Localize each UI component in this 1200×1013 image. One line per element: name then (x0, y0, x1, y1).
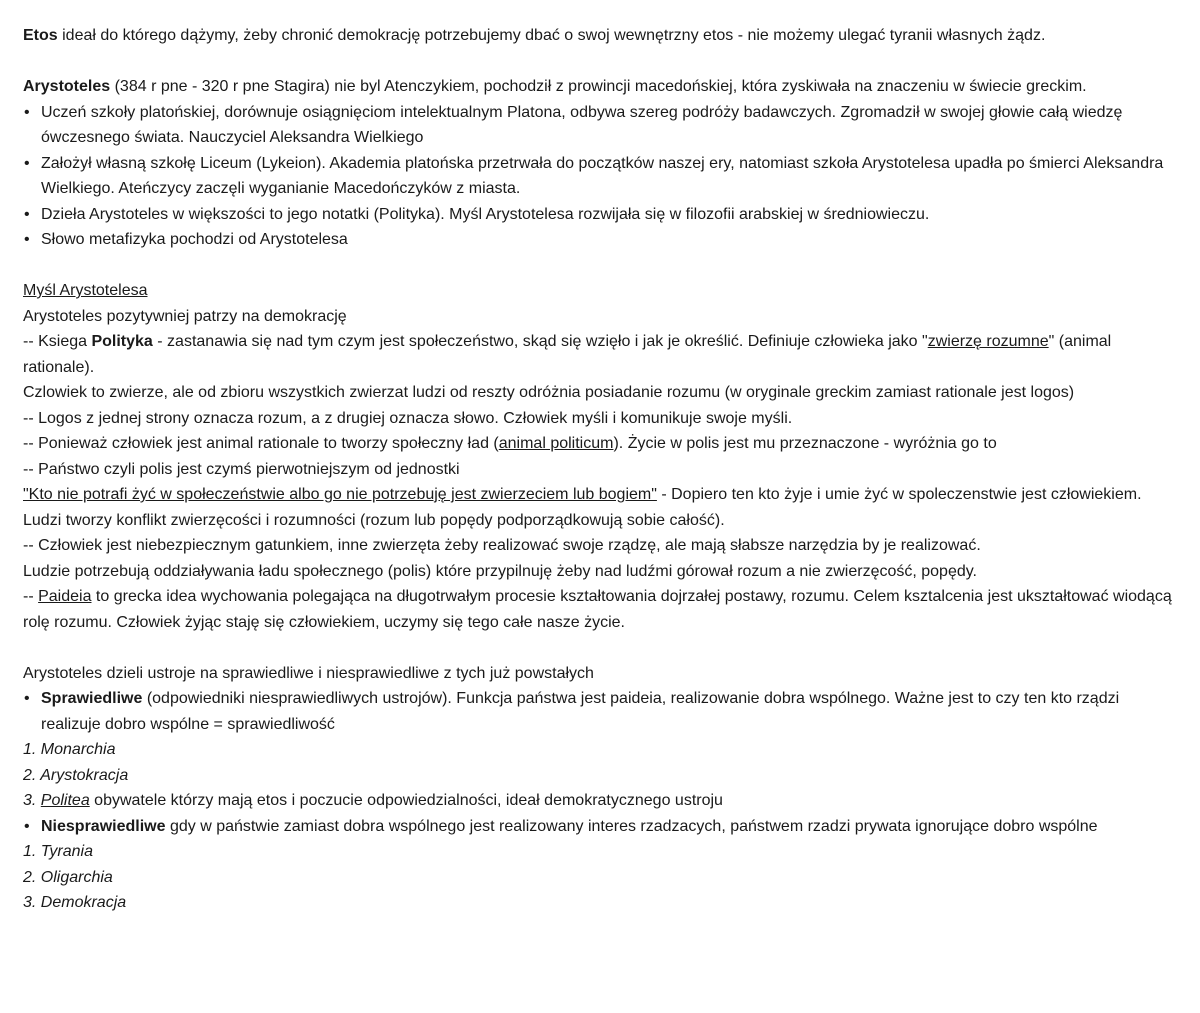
thought-line (23, 584, 1176, 635)
item-description: obywatele którzy mają etos i poczucie odpowiedzialności, ideał demokratycznego ustroju (89, 792, 723, 809)
list-item (23, 839, 1176, 865)
unjust-text: gdy w państwie zamiast dobra wspólnego jest realizowany interes rzadzacych, państwem rzadzi prywata ignorujące dobro wspólne (165, 817, 1098, 835)
just-term: Sprawiedliwe (41, 690, 143, 707)
underlined-term: animal politicum (498, 435, 614, 452)
list-item (23, 737, 1176, 763)
thought-line (23, 482, 1176, 533)
list-item (23, 890, 1176, 916)
text-span: " (animal rationale). (23, 333, 1112, 376)
list-item (23, 227, 1176, 253)
item-label: Tyrania (40, 843, 93, 860)
thought-line (23, 329, 1176, 380)
just-text: (odpowiedniki niesprawiedliwych ustrojów). Funkcja państwa jest paideia, realizowanie dobra wspólnego. Ważne jest to czy ten kto rządzi realizuje dobro wspólne = sprawiedliwość (41, 690, 1120, 733)
text-span: -- (23, 588, 39, 605)
bullet-glyph: • (24, 103, 30, 121)
spacer (23, 253, 1176, 279)
item-label: Politea (40, 792, 90, 809)
spacer (23, 635, 1176, 661)
list-item (23, 202, 1176, 228)
list-item (23, 814, 1176, 840)
text-span: - zastanawia się nad tym czym jest społeczeństwo, skąd się wzięło i jak je określić. Definiuje człowieka jako " (152, 333, 928, 350)
book-title: Polityka (91, 333, 153, 350)
item-number: 2. (23, 766, 37, 784)
underlined-term: Paideia (38, 588, 92, 605)
item-number: 2. (23, 868, 37, 886)
bullet-glyph: • (24, 690, 30, 707)
systems-intro: Arystoteles dzieli ustroje na sprawiedliwe i niesprawiedliwe z tych już powstałych (23, 664, 594, 682)
spacer (23, 49, 1176, 75)
bullet-text: Słowo metafizyka pochodzi od Arystotelesa (41, 231, 348, 248)
list-item (23, 686, 1176, 737)
item-number: 1. (23, 741, 37, 758)
just-systems-list (23, 737, 1176, 814)
aristotle-text: (384 r pne - 320 r pne Stagira) nie byl Atenczykiem, pochodził z prowincji macedońskiej, która zyskiwała na znaczeniu w świecie greckim. (110, 78, 1087, 95)
thought-line: Arystoteles pozytywniej patrzy na demokrację (23, 307, 347, 325)
bullet-glyph: • (24, 231, 30, 248)
text-span: ). Życie w polis jest mu przeznaczone - wyróżnia go to (613, 435, 997, 452)
text-span: - Dopiero ten kto żyje i umie żyć w spoleczenstwie jest człowiekiem. Ludzi tworzy konflikt zwierzęcości i rozumności (rozum lub popędy podporządkowują sobie całość). (23, 486, 1142, 529)
thought-line (23, 431, 1176, 457)
item-number: 1. (23, 843, 37, 860)
item-number: 3. (23, 894, 37, 911)
intro-term: Etos (23, 27, 58, 44)
section-heading: Myśl Arystotelesa (23, 282, 148, 299)
thought-line: Czlowiek to zwierze, ale od zbioru wszystkich zwierzat ludzi od reszty odróżnia posiadanie rozumu (w oryginale greckim zamiast rationale jest logos) (23, 384, 1075, 401)
thought-line: Ludzie potrzebują oddziaływania ładu społecznego (polis) które przypilnuję żeby nad ludźmi górował rozum a nie zwierzęcość, popędy. (23, 562, 977, 580)
aristotle-bullet-list (23, 100, 1176, 253)
underlined-quote: "Kto nie potrafi żyć w społeczeństwie albo go nie potrzebuję jest zwierzeciem lub bogiem" (23, 486, 657, 503)
bullet-text: Uczeń szkoły platońskiej, dorównuje osiągnięciom intelektualnym Platona, odbywa szereg podróży badawczych. Zgromadził w swojej głowie całą wiedzę ówczesnego świata. Nauczyciel Aleksandra Wielkiego (41, 103, 1123, 146)
thought-line: -- Państwo czyli polis jest czymś pierwotniejszym od jednostki (23, 460, 460, 478)
bullet-glyph: • (24, 205, 30, 223)
unjust-term: Niesprawiedliwe (41, 817, 166, 835)
unjust-systems-list (23, 839, 1176, 916)
aristotle-paragraph (23, 74, 1176, 100)
item-label: Monarchia (40, 741, 116, 758)
intro-text: ideał do którego dążymy, żeby chronić demokrację potrzebujemy dbać o swoj wewnętrzny etos - nie możemy ulegać tyranii własnych żądz. (57, 27, 1046, 44)
thought-line: -- Logos z jednej strony oznacza rozum, a z drugiej oznacza słowo. Człowiek myśli i komunikuje swoje myśli. (23, 409, 793, 427)
list-item (23, 763, 1176, 789)
bullet-text: Założył własną szkołę Liceum (Lykeion). Akademia platońska przetrwała do początków naszej ery, natomiast szkoła Arystotelesa upadła po śmierci Aleksandra Wielkiego. Ateńczycy zaczęli wyganianie Macedończyków z miasta. (41, 154, 1164, 197)
bullet-text: Dzieła Arystoteles w większości to jego notatki (Polityka). Myśl Arystotelesa rozwijała się w filozofii arabskiej w średniowieczu. (41, 205, 930, 223)
text-span: -- Ponieważ człowiek jest animal rationale to tworzy społeczny ład ( (23, 435, 499, 452)
item-number: 3. (23, 792, 37, 809)
bullet-glyph: • (24, 817, 30, 835)
list-item (23, 100, 1176, 151)
text-span: -- Ksiega (23, 333, 92, 350)
item-label: Demokracja (40, 894, 127, 911)
text-span: to grecka idea wychowania polegająca na długotrwałym procesie kształtowania dojrzałej postawy, rozumu. Celem ksztalcenia jest ukształtować wiodącą rolę rozumu. Człowiek żyjąc staję się człowiekiem, uczymy się tego całe nasze życie. (23, 588, 1172, 631)
unjust-systems-bullet (23, 814, 1176, 840)
thought-line: -- Człowiek jest niebezpiecznym gatunkiem, inne zwierzęta żeby realizować swoje rządzę, ale mają słabsze narzędzia by je realizować. (23, 537, 981, 554)
item-label: Arystokracja (40, 766, 129, 784)
list-item (23, 865, 1176, 891)
item-label: Oligarchia (40, 868, 113, 886)
aristotle-name: Arystoteles (23, 78, 111, 95)
bullet-glyph: • (24, 154, 30, 172)
just-systems-bullet (23, 686, 1176, 737)
intro-paragraph (23, 23, 1176, 49)
list-item (23, 788, 1176, 814)
underlined-term: zwierzę rozumne (927, 333, 1049, 350)
list-item (23, 151, 1176, 202)
